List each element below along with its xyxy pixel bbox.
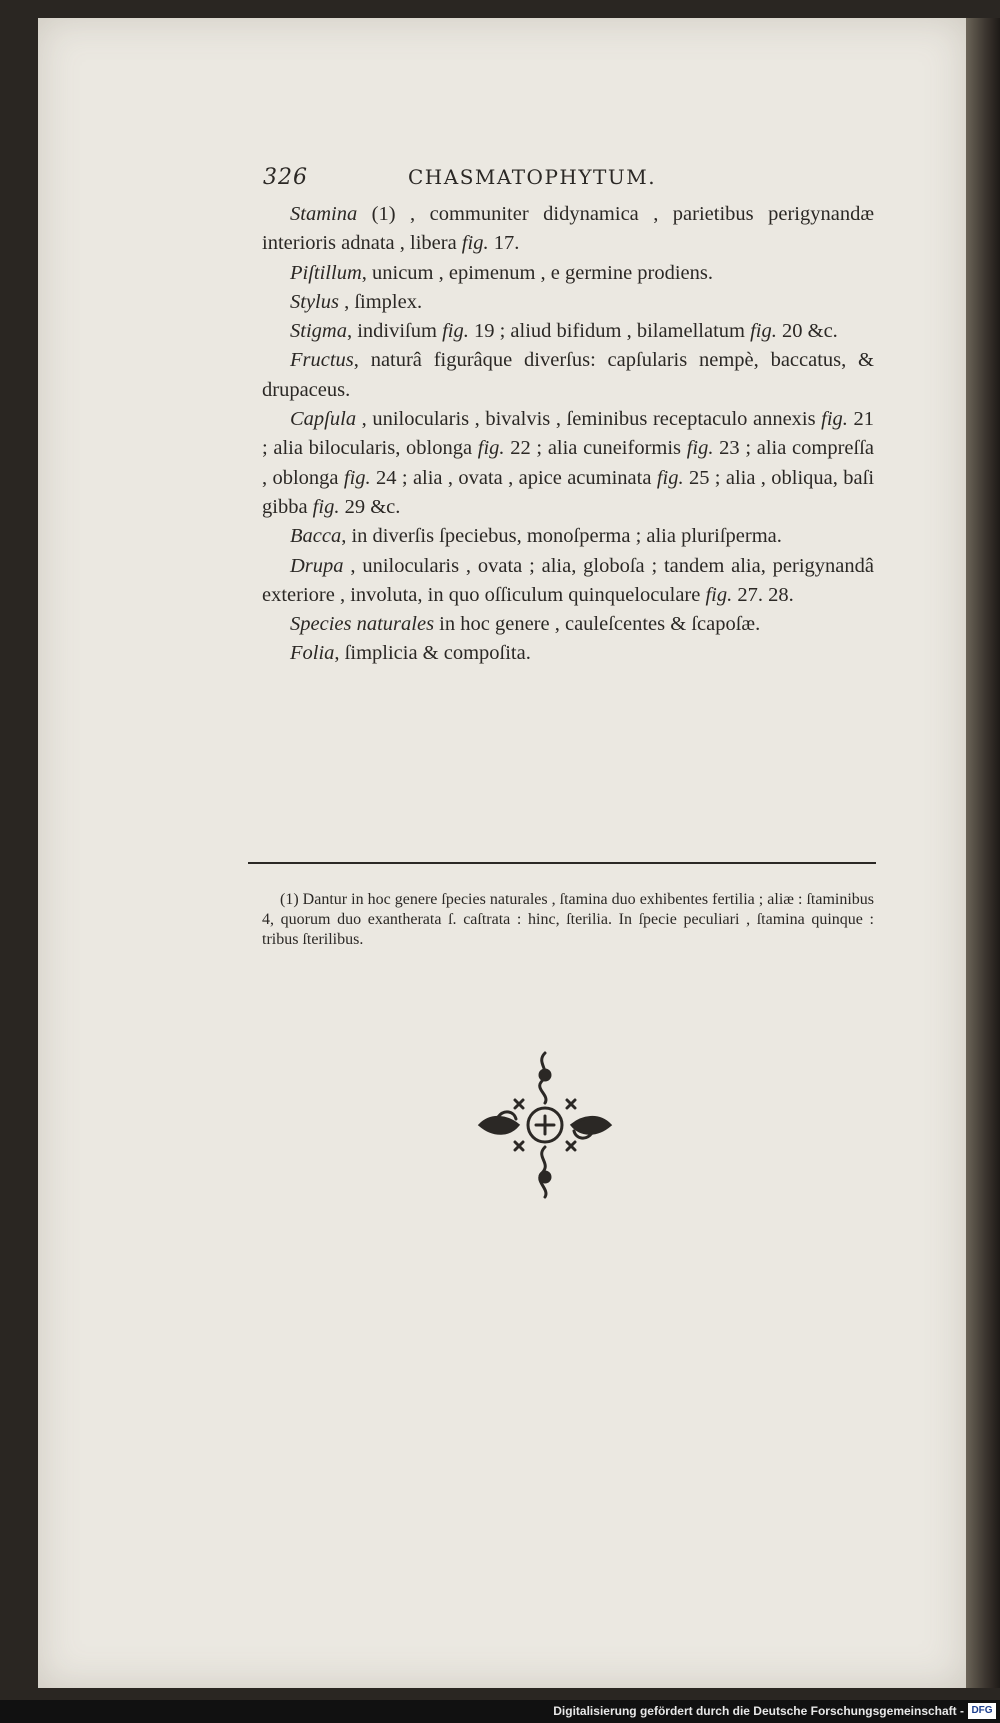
term-stamina: Stamina bbox=[290, 203, 358, 225]
term-folia: Folia bbox=[290, 642, 335, 665]
term-pistillum: Piſtillum bbox=[290, 261, 362, 284]
digitization-footer bbox=[0, 1700, 1000, 1723]
term-fructus: Fructus bbox=[290, 349, 354, 372]
text: 20 &c. bbox=[776, 320, 838, 343]
paragraph-pistillum bbox=[262, 259, 874, 288]
text: 25 ; alia , obliqua, baſi gibba bbox=[262, 466, 875, 518]
fig-ref: fig. bbox=[705, 583, 733, 606]
text: , unicum , epimenum , e germine prodiens. bbox=[361, 261, 714, 284]
term-stigma: Stigma bbox=[290, 320, 347, 343]
running-title: CHASMATOPHYTUM. bbox=[408, 165, 657, 189]
footer-text: Digitalisierung gefördert durch die Deutsche Forschungsgemeinschaft - bbox=[553, 1704, 964, 1718]
fig-ref: fig. bbox=[477, 437, 505, 460]
fig-ref: fig. bbox=[750, 320, 777, 343]
text: 19 ; aliud bifidum , bilamellatum bbox=[468, 320, 751, 343]
footnote-text: (1) Dantur in hoc genere ſpecies naturales , ſtamina duo exhibentes fertilia ; aliæ : ſtaminibus 4, quorum duo exantherata ſ. caſtrata : hinc, ſterilia. In ſpecie peculiari , ſtamina quinque : tribus ſterilibus. bbox=[262, 891, 874, 948]
fig-ref: fig. bbox=[442, 320, 469, 343]
fig-ref: fig. bbox=[461, 232, 489, 255]
text: 21 ; alia bilocularis, oblonga bbox=[262, 408, 874, 460]
term-capsula: Capſula bbox=[290, 408, 357, 431]
fig-ref: fig. bbox=[821, 408, 848, 431]
text: , unilocularis , ovata ; alia, globoſa ; tandem alia, perigynandâ exteriore , involuta, in quo oſſiculum quinqueloculare bbox=[262, 554, 874, 606]
text: 29 &c. bbox=[339, 495, 401, 518]
text: 23 ; alia compreſſa , oblonga bbox=[262, 437, 874, 489]
fleuron-ornament-icon bbox=[470, 1045, 620, 1205]
text: , unilocularis , bivalvis , ſeminibus receptaculo annexis bbox=[356, 408, 822, 431]
paragraph-stigma bbox=[262, 317, 874, 346]
body-text bbox=[262, 200, 874, 669]
paragraph-fructus bbox=[262, 346, 874, 405]
paragraph-capsula bbox=[262, 405, 874, 522]
text: in hoc genere , cauleſcentes & ſcapoſæ. bbox=[434, 613, 761, 636]
paragraph-species bbox=[262, 610, 874, 639]
paragraph-stylus bbox=[262, 288, 874, 317]
dfg-logo-icon: DFG bbox=[968, 1703, 996, 1719]
footnote bbox=[262, 890, 874, 950]
fig-ref: fig. bbox=[343, 466, 371, 489]
term-bacca: Bacca bbox=[290, 525, 342, 548]
term-drupa: Drupa bbox=[290, 554, 344, 577]
text: , ſimplex. bbox=[338, 290, 423, 313]
text: 17. bbox=[488, 232, 520, 255]
paragraph-stamina bbox=[262, 200, 874, 259]
term-species: Species naturales bbox=[290, 613, 435, 636]
paragraph-folia bbox=[262, 639, 874, 668]
text: 22 ; alia cuneiformis bbox=[504, 437, 687, 460]
text: , ſimplicia & compoſita. bbox=[334, 642, 531, 665]
fig-ref: fig. bbox=[312, 495, 340, 518]
text: , naturâ figurâque diverſus: capſularis nempè, baccatus, & drupaceus. bbox=[262, 349, 874, 401]
fig-ref: fig. bbox=[686, 437, 714, 460]
book-page-edge bbox=[966, 18, 1000, 1688]
fig-ref: fig. bbox=[656, 466, 684, 489]
footnote-rule bbox=[248, 862, 876, 864]
text: (1) , communiter didynamica , parietibus perigynandæ interioris adnata , libera bbox=[262, 203, 874, 255]
page-number: 326 bbox=[263, 165, 308, 190]
text: , in diverſis ſpeciebus, monoſperma ; alia pluriſperma. bbox=[341, 525, 782, 548]
paragraph-drupa bbox=[262, 552, 874, 611]
text: 24 ; alia , ovata , apice acuminata bbox=[370, 466, 657, 489]
term-stylus: Stylus bbox=[290, 290, 339, 313]
text: 27. 28. bbox=[732, 583, 794, 606]
paragraph-bacca bbox=[262, 522, 874, 551]
text: , indiviſum bbox=[346, 320, 443, 343]
